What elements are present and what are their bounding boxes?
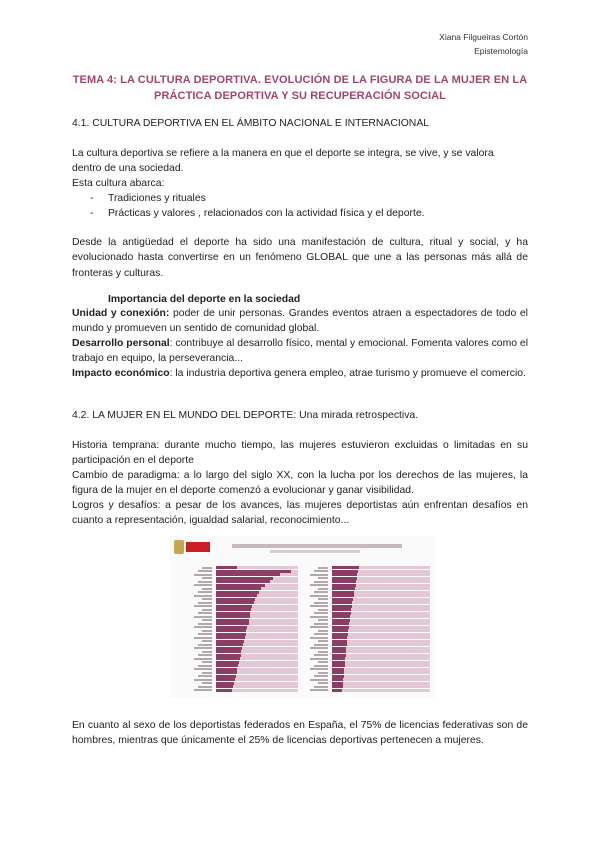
figure-bar-female: [332, 689, 430, 692]
figure-row-label: [198, 644, 212, 646]
importance-term: Impacto económico: [72, 368, 170, 379]
challenges-paragraph: Logros y desafíos: a pesar de los avances, las mujeres deportistas aún enfrentan desafíos en cuanto a representación, igualdad salarial, reconocimiento...: [72, 500, 528, 527]
figure-row-label: [310, 616, 328, 618]
figure-row-label: [198, 581, 212, 583]
figure-row-label: [318, 651, 328, 653]
importance-term: Unidad y conexión:: [72, 308, 170, 319]
figure-row-label: [202, 577, 212, 579]
figure-row-label: [318, 630, 328, 632]
figure-row-label: [314, 654, 328, 656]
figure-row-label: [194, 658, 212, 660]
figure-row-label: [202, 609, 212, 611]
figure-row-label: [194, 605, 212, 607]
culture-list: [72, 191, 528, 222]
figure-row-label: [202, 619, 212, 621]
figure-row-label: [318, 577, 328, 579]
figure-row-label: [194, 647, 212, 649]
figure-row-label: [314, 623, 328, 625]
crest-icon: [174, 540, 184, 554]
figure-row-label: [318, 598, 328, 600]
figure-row-label: [318, 609, 328, 611]
figure-row-label: [202, 598, 212, 600]
figure-row-label: [194, 679, 212, 681]
figure-row-label: [318, 567, 328, 569]
figure-row-label: [202, 630, 212, 632]
figure-row-label: [314, 612, 328, 614]
figure-bar-male: [332, 689, 342, 692]
figure-row-label: [314, 570, 328, 572]
importance-unity: [72, 306, 528, 337]
figure-row-label: [314, 633, 328, 635]
figure-row-label: [194, 584, 212, 586]
figure-row-label: [194, 668, 212, 670]
importance-term: Desarrollo personal: [72, 338, 170, 349]
figure-row-label: [194, 595, 212, 597]
culture-abarca: Esta cultura abarca:: [72, 178, 165, 189]
figure-bar-male: [216, 689, 232, 692]
figure-row-label: [314, 581, 328, 583]
figure-subheading-placeholder: [270, 550, 360, 553]
figure-row-label: [202, 682, 212, 684]
figure-row-label: [310, 595, 328, 597]
figure-row-label: [314, 675, 328, 677]
figure-row-label: [198, 633, 212, 635]
culture-definition: La cultura deportiva se refiere a la manera en que el deporte se integra, se vive, y se valora dentro de una sociedad.: [72, 148, 494, 175]
figure-row-label: [310, 584, 328, 586]
figure-row-label: [314, 644, 328, 646]
figure-row-label: [194, 574, 212, 576]
section-2-heading: 4.2. LA MUJER EN EL MUNDO DEL DEPORTE: Una mirada retrospectiva.: [72, 410, 419, 421]
list-item: - Prácticas y valores , relacionados con la actividad física y el deporte.: [72, 206, 528, 221]
figure-row-label: [198, 686, 212, 688]
importance-economy: [72, 366, 528, 381]
figure-row-label: [198, 675, 212, 677]
figure-row-label: [310, 647, 328, 649]
figure-row-label: [198, 570, 212, 572]
figure-row-label: [310, 668, 328, 670]
federated-licenses-figure: [170, 536, 436, 698]
closing-paragraph: En cuanto al sexo de los deportistas federados en España, el 75% de licencias federativas son de hombres, mientras que únicamente el 25% de licencias deportivas pertenecen a mujeres.: [72, 720, 528, 747]
figure-row-label: [198, 623, 212, 625]
importance-heading: Importancia del deporte en la sociedad: [108, 294, 301, 305]
figure-row-label: [198, 591, 212, 593]
figure-row-label: [318, 661, 328, 663]
figure-row-label: [314, 591, 328, 593]
figure-row-label: [310, 679, 328, 681]
document-title: TEMA 4: LA CULTURA DEPORTIVA. EVOLUCIÓN DE LA FIGURA DE LA MUJER EN LA PRÁCTICA DEPORTIVA Y SU RECUPERACIÓN SOCIAL: [72, 74, 528, 102]
figure-row-label: [202, 640, 212, 642]
author-name: Xiana Filgueiras Cortón: [439, 32, 528, 42]
figure-row-label: [318, 640, 328, 642]
figure-row-label: [198, 665, 212, 667]
figure-row-label: [202, 651, 212, 653]
importance-text: poder de unir personas. Grandes eventos atraen a espectadores de todo el mundo y promueven un sentido de comunidad global.: [72, 308, 528, 335]
figure-row-label: [194, 637, 212, 639]
figure-row-label: [198, 612, 212, 614]
page-header: [439, 30, 528, 58]
figure-row-label: [314, 686, 328, 688]
figure-row-label: [194, 616, 212, 618]
figure-row-label: [198, 602, 212, 604]
figure-row-label: [310, 637, 328, 639]
subject-name: Epistemología: [474, 46, 528, 56]
figure-row-label: [310, 626, 328, 628]
ministry-logo: [174, 540, 210, 558]
history-paragraph: Desde la antigüedad el deporte ha sido una manifestación de cultura, ritual y social, y ha evolucionado hasta convertirse en un fenómeno GLOBAL que une a las personas más allá de fronteras y culturas.: [72, 237, 528, 279]
section-1-heading: 4.1. CULTURA DEPORTIVA EN EL ÁMBITO NACIONAL E INTERNACIONAL: [72, 118, 430, 129]
figure-heading-placeholder: [232, 544, 402, 548]
list-item: - Tradiciones y rituales: [72, 191, 528, 206]
figure-row-label: [202, 672, 212, 674]
figure-row-label: [314, 665, 328, 667]
figure-row-label: [198, 654, 212, 656]
figure-row-label: [314, 602, 328, 604]
figure-row-label: [202, 588, 212, 590]
figure-row-label: [310, 574, 328, 576]
figure-row-label: [310, 605, 328, 607]
importance-development: [72, 336, 528, 367]
figure-row-label: [194, 689, 212, 691]
figure-row-label: [318, 682, 328, 684]
figure-row-label: [202, 661, 212, 663]
paradigm-paragraph: Cambio de paradigma: a lo largo del siglo XX, con la lucha por los derechos de las mujeres, la figura de la mujer en el deporte comenzó a evolucionar y ganar visibilidad.: [72, 470, 528, 497]
figure-row-label: [310, 658, 328, 660]
figure-row-label: [310, 689, 328, 691]
figure-row-label: [202, 567, 212, 569]
importance-text: : contribuye al desarrollo físico, mental y emocional. Fomenta valores como el trabajo en equipo, la perseverancia...: [72, 338, 529, 365]
figure-row-label: [318, 619, 328, 621]
early-history-paragraph: Historia temprana: durante mucho tiempo, las mujeres estuvieron excluidas o limitadas en su participación en el deporte: [72, 440, 528, 467]
importance-text: : la industria deportiva genera empleo, atrae turismo y promueve el comercio.: [169, 368, 526, 379]
flag-icon: [186, 542, 210, 552]
figure-row-label: [318, 672, 328, 674]
figure-row-label: [194, 626, 212, 628]
figure-row-label: [318, 588, 328, 590]
